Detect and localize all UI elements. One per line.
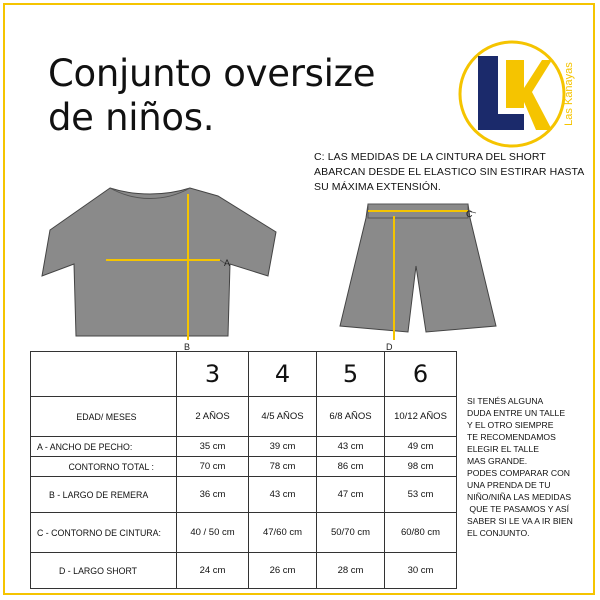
row-label: A - ANCHO DE PECHO: (31, 437, 177, 457)
table-cell: 40 / 50 cm (177, 513, 249, 553)
row-label: B - LARGO DE REMERA (31, 477, 177, 513)
advice-line: EL CONJUNTO. (467, 528, 530, 538)
waist-note: C: LAS MEDIDAS DE LA CINTURA DEL SHORT ABARCAN DESDE EL ELASTICO SIN ESTIRAR HASTA SU MÁXIMA EXTENSIÓN. (314, 151, 584, 193)
table-row (31, 553, 457, 589)
advice-line: UNA PRENDA DE TU (467, 480, 551, 490)
table-cell: 2 AÑOS (177, 397, 249, 437)
table-cell: 28 cm (317, 553, 385, 589)
logo-brand-text: Las Kanayas (563, 62, 575, 126)
title-line-1: Conjunto oversize (48, 52, 376, 95)
table-row (31, 477, 457, 513)
table-cell: 60/80 cm (385, 513, 457, 553)
advice-line: SABER SI LE VA A IR BIEN (467, 516, 573, 526)
size-header: 6 (385, 352, 457, 397)
size-table (30, 351, 457, 589)
table-cell: 50/70 cm (317, 513, 385, 553)
page-title (48, 52, 375, 140)
advice-line: SI TENÉS ALGUNA (467, 396, 544, 406)
table-cell: 39 cm (249, 437, 317, 457)
table-row (31, 513, 457, 553)
table-cell: 26 cm (249, 553, 317, 589)
advice-line: QUE TE PASAMOS Y ASÍ (467, 504, 570, 514)
size-header: 5 (317, 352, 385, 397)
size-advice-text (467, 395, 589, 539)
table-cell: 43 cm (249, 477, 317, 513)
table-cell: 10/12 AÑOS (385, 397, 457, 437)
table-cell: 53 cm (385, 477, 457, 513)
label-c: C (466, 209, 473, 219)
label-b: B (184, 342, 191, 352)
brand-logo (454, 30, 584, 160)
row-label: D - LARGO SHORT (31, 553, 177, 589)
table-cell: 36 cm (177, 477, 249, 513)
table-cell: 70 cm (177, 457, 249, 477)
table-cell: 49 cm (385, 437, 457, 457)
table-cell: 30 cm (385, 553, 457, 589)
table-cell: 24 cm (177, 553, 249, 589)
advice-line: Y EL OTRO SIEMPRE (467, 420, 554, 430)
size-header: 3 (177, 352, 249, 397)
shorts-shape (340, 204, 496, 332)
shorts-diagram (320, 196, 500, 354)
table-cell: 47/60 cm (249, 513, 317, 553)
advice-line: TE RECOMENDAMOS (467, 432, 556, 442)
advice-line: NIÑO/NIÑA LAS MEDIDAS (467, 492, 572, 502)
table-cell: 78 cm (249, 457, 317, 477)
table-header-row (31, 352, 457, 397)
table-row (31, 437, 457, 457)
row-label: CONTORNO TOTAL : (31, 457, 177, 477)
row-label: C - CONTORNO DE CINTURA: (31, 513, 177, 553)
label-d: D (386, 342, 393, 352)
size-header: 4 (249, 352, 317, 397)
table-cell: 98 cm (385, 457, 457, 477)
table-cell: 43 cm (317, 437, 385, 457)
table-cell: 4/5 AÑOS (249, 397, 317, 437)
table-cell: 86 cm (317, 457, 385, 477)
shirt-diagram (40, 180, 290, 350)
title-line-2: de niños. (48, 96, 215, 139)
table-row (31, 397, 457, 437)
table-row (31, 457, 457, 477)
label-a: A (224, 258, 231, 268)
advice-line: DUDA ENTRE UN TALLE (467, 408, 566, 418)
table-corner (31, 352, 177, 397)
advice-line: ELEGIR EL TALLE (467, 444, 539, 454)
table-cell: 47 cm (317, 477, 385, 513)
table-cell: 35 cm (177, 437, 249, 457)
shirt-shape (42, 188, 276, 336)
advice-line: MAS GRANDE. (467, 456, 528, 466)
row-label: EDAD/ MESES (31, 397, 177, 437)
advice-line: PODES COMPARAR CON (467, 468, 570, 478)
table-cell: 6/8 AÑOS (317, 397, 385, 437)
